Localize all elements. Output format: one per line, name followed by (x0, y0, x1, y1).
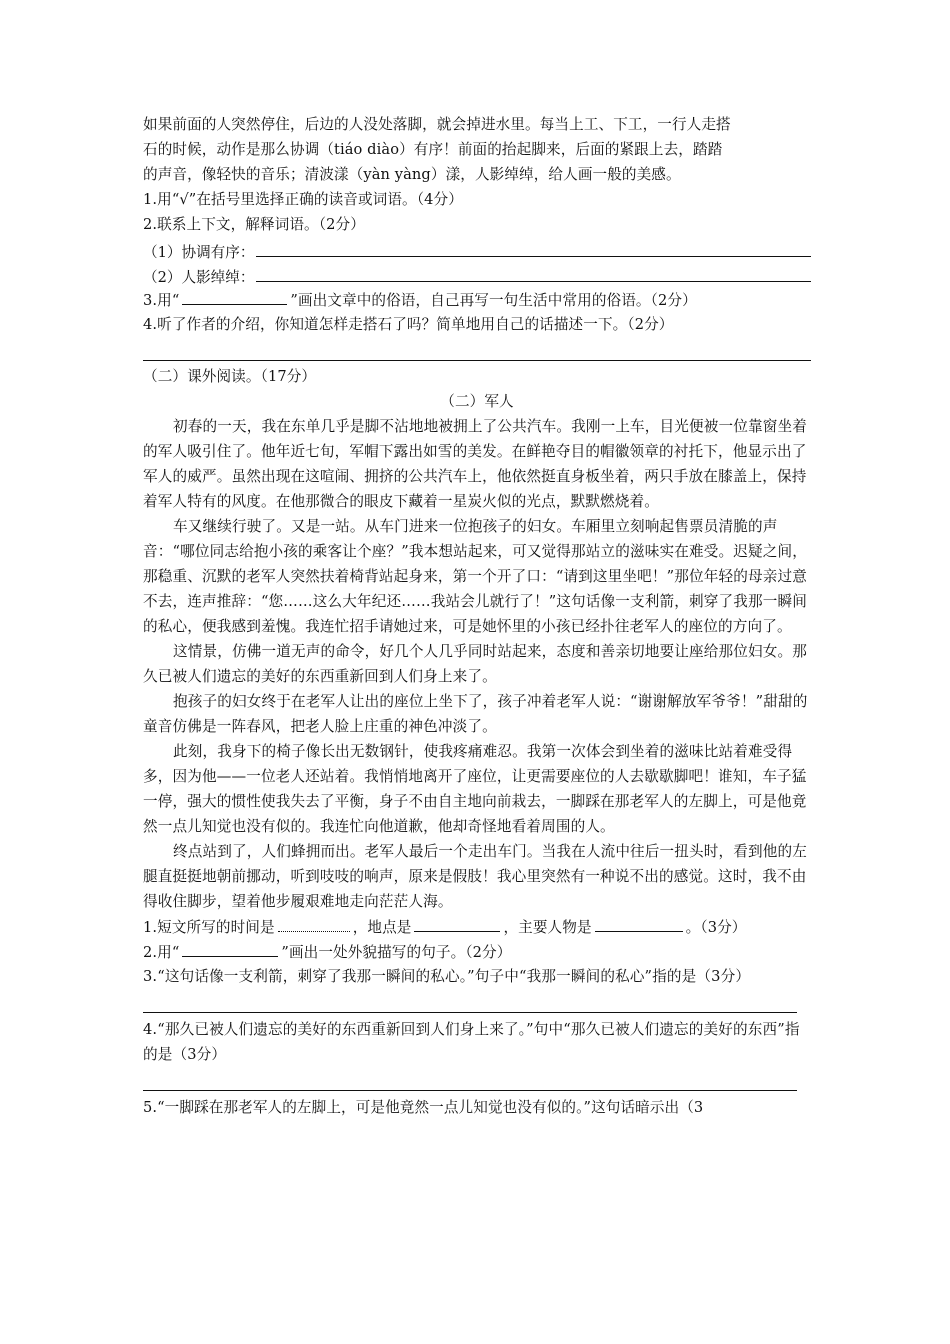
underline-sample (182, 939, 278, 957)
question-3-prefix: 3.用“ (143, 292, 180, 309)
place-blank[interactable] (414, 914, 500, 932)
question-2-part-2 (143, 262, 811, 287)
answer-line[interactable] (143, 337, 811, 361)
story-question-2 (143, 939, 811, 964)
underline-sample (182, 287, 287, 305)
question-text: 2.用“ (143, 944, 180, 961)
answer-line[interactable] (143, 1067, 797, 1091)
question-2-part-2-label: （2）人影绰绰： (143, 269, 255, 286)
story-question-3: 3.“这句话像一支利箭，刺穿了我那一瞬间的私心。”句子中“我那一瞬间的私心”指的是（3分） (143, 968, 751, 985)
character-blank[interactable] (595, 914, 683, 932)
question-2-part-1-label: （1）协调有序： (143, 244, 255, 261)
answer-blank[interactable] (256, 240, 811, 257)
question-2-part-1 (143, 237, 811, 262)
story-question-5: 5.“一脚踩在那老军人的左脚上，可是他竟然一点儿知觉也没有似的。”这句话暗示出（3 (143, 1099, 704, 1116)
story-paragraph: 车又继续行驶了。又是一站。从车门进来一位抱孩子的妇女。车厢里立刻响起售票员清脆的声音：“哪位同志给抱小孩的乘客让个座？”我本想站起来，可又觉得那站立的滋味实在难受。迟疑之间，那稳重、沉默的老军人突然扶着椅背站起身来，第一个开了口：“请到这里坐吧！”那位年轻的母亲过意不去，连声推辞：“您……这么大年纪还……我站会儿就行了！”这句话像一支利箭，刺穿了我那一瞬间的私心，便我感到羞愧。我连忙招手请她过来，可是她怀里的小孩已经扑往老军人的座位的方向了。 (143, 518, 807, 635)
passage-line: 的声音，像轻快的音乐；清波漾（yàn yàng）漾，人影绰绰，给人画一般的美感。 (143, 166, 681, 183)
question-text: 1.短文所写的时间是 (143, 919, 275, 936)
story-question-4: 4.“那久已被人们遗忘的美好的东西重新回到人们身上来了。”句中“那久已被人们遗忘的美好的东西”指的是（3分） (143, 1021, 800, 1063)
story-title: （二）军人 (440, 393, 514, 410)
question-4: 4.听了作者的介绍，你知道怎样走搭石了吗？简单地用自己的话描述一下。（2分） (143, 316, 674, 333)
question-text: ，地点是 (352, 919, 412, 936)
question-1: 1.用“√”在括号里选择正确的读音或词语。（4分） (143, 191, 463, 208)
story-paragraph: 这情景，仿佛一道无声的命令，好几个人几乎同时站起来，态度和善亲切地要让座给那位妇女。那久已被人们遗忘的美好的东西重新回到人们身上来了。 (143, 643, 807, 685)
worksheet-page (143, 112, 811, 1120)
question-3-suffix: ”画出文章中的俗语，自己再写一句生活中常用的俗语。（2分） (290, 292, 697, 309)
question-text: ”画出一处外貌描写的句子。（2分） (281, 944, 512, 961)
story-paragraph: 初春的一天，我在东单几乎是脚不沾地地被拥上了公共汽车。我刚一上车，目光便被一位靠窗坐着的军人吸引住了。他年近七旬，军帽下露出如雪的美发。在鲜艳夺目的帽徽领章的衬托下，他显示出了军人的威严。虽然出现在这喧闹、拥挤的公共汽车上，他依然挺直身板坐着，两只手放在膝盖上，保持着军人特有的风度。在他那微合的眼皮下藏着一星炭火似的光点，默默燃烧着。 (143, 418, 807, 510)
question-text: 。（3分） (685, 919, 747, 936)
question-2: 2.联系上下文，解释词语。（2分） (143, 216, 365, 233)
question-3 (143, 287, 811, 312)
story-question-1 (143, 914, 811, 939)
time-blank[interactable] (278, 914, 350, 932)
story-paragraph: 终点站到了，人们蜂拥而出。老军人最后一个走出车门。当我在人流中往后一扭头时，看到他的左腿直挺挺地朝前挪动，听到吱吱的响声，原来是假肢！我心里突然有一种说不出的感觉。这时，我不由得收住脚步，望着他步履艰难地走向茫茫人海。 (143, 843, 807, 910)
answer-blank[interactable] (256, 265, 811, 282)
question-text: ，主要人物是 (503, 919, 592, 936)
passage-line: 石的时候，动作是那么协调（tiáo diào）有序！前面的抬起脚来，后面的紧跟上去，踏踏 (143, 141, 723, 158)
story-paragraph: 此刻，我身下的椅子像长出无数钢针，使我疼痛难忍。我第一次体会到坐着的滋味比站着难受得多，因为他——一位老人还站着。我悄悄地离开了座位，让更需要座位的人去歇歇脚吧！谁知，车子猛一停，强大的惯性使我失去了平衡，身子不由自主地向前栽去，一脚踩在那老军人的左脚上，可是他竟然一点儿知觉也没有似的。我连忙向他道歉，他却奇怪地看着周围的人。 (143, 743, 807, 835)
passage-line: 如果前面的人突然停住，后边的人没处落脚，就会掉进水里。每当上工、下工，一行人走搭 (143, 116, 731, 133)
section-heading: （二）课外阅读。（17分） (143, 368, 317, 385)
story-paragraph: 抱孩子的妇女终于在老军人让出的座位上坐下了，孩子冲着老军人说：“谢谢解放军爷爷！”甜甜的童音仿佛是一阵春风，把老人脸上庄重的神色冲淡了。 (143, 693, 808, 735)
answer-line[interactable] (143, 989, 797, 1013)
